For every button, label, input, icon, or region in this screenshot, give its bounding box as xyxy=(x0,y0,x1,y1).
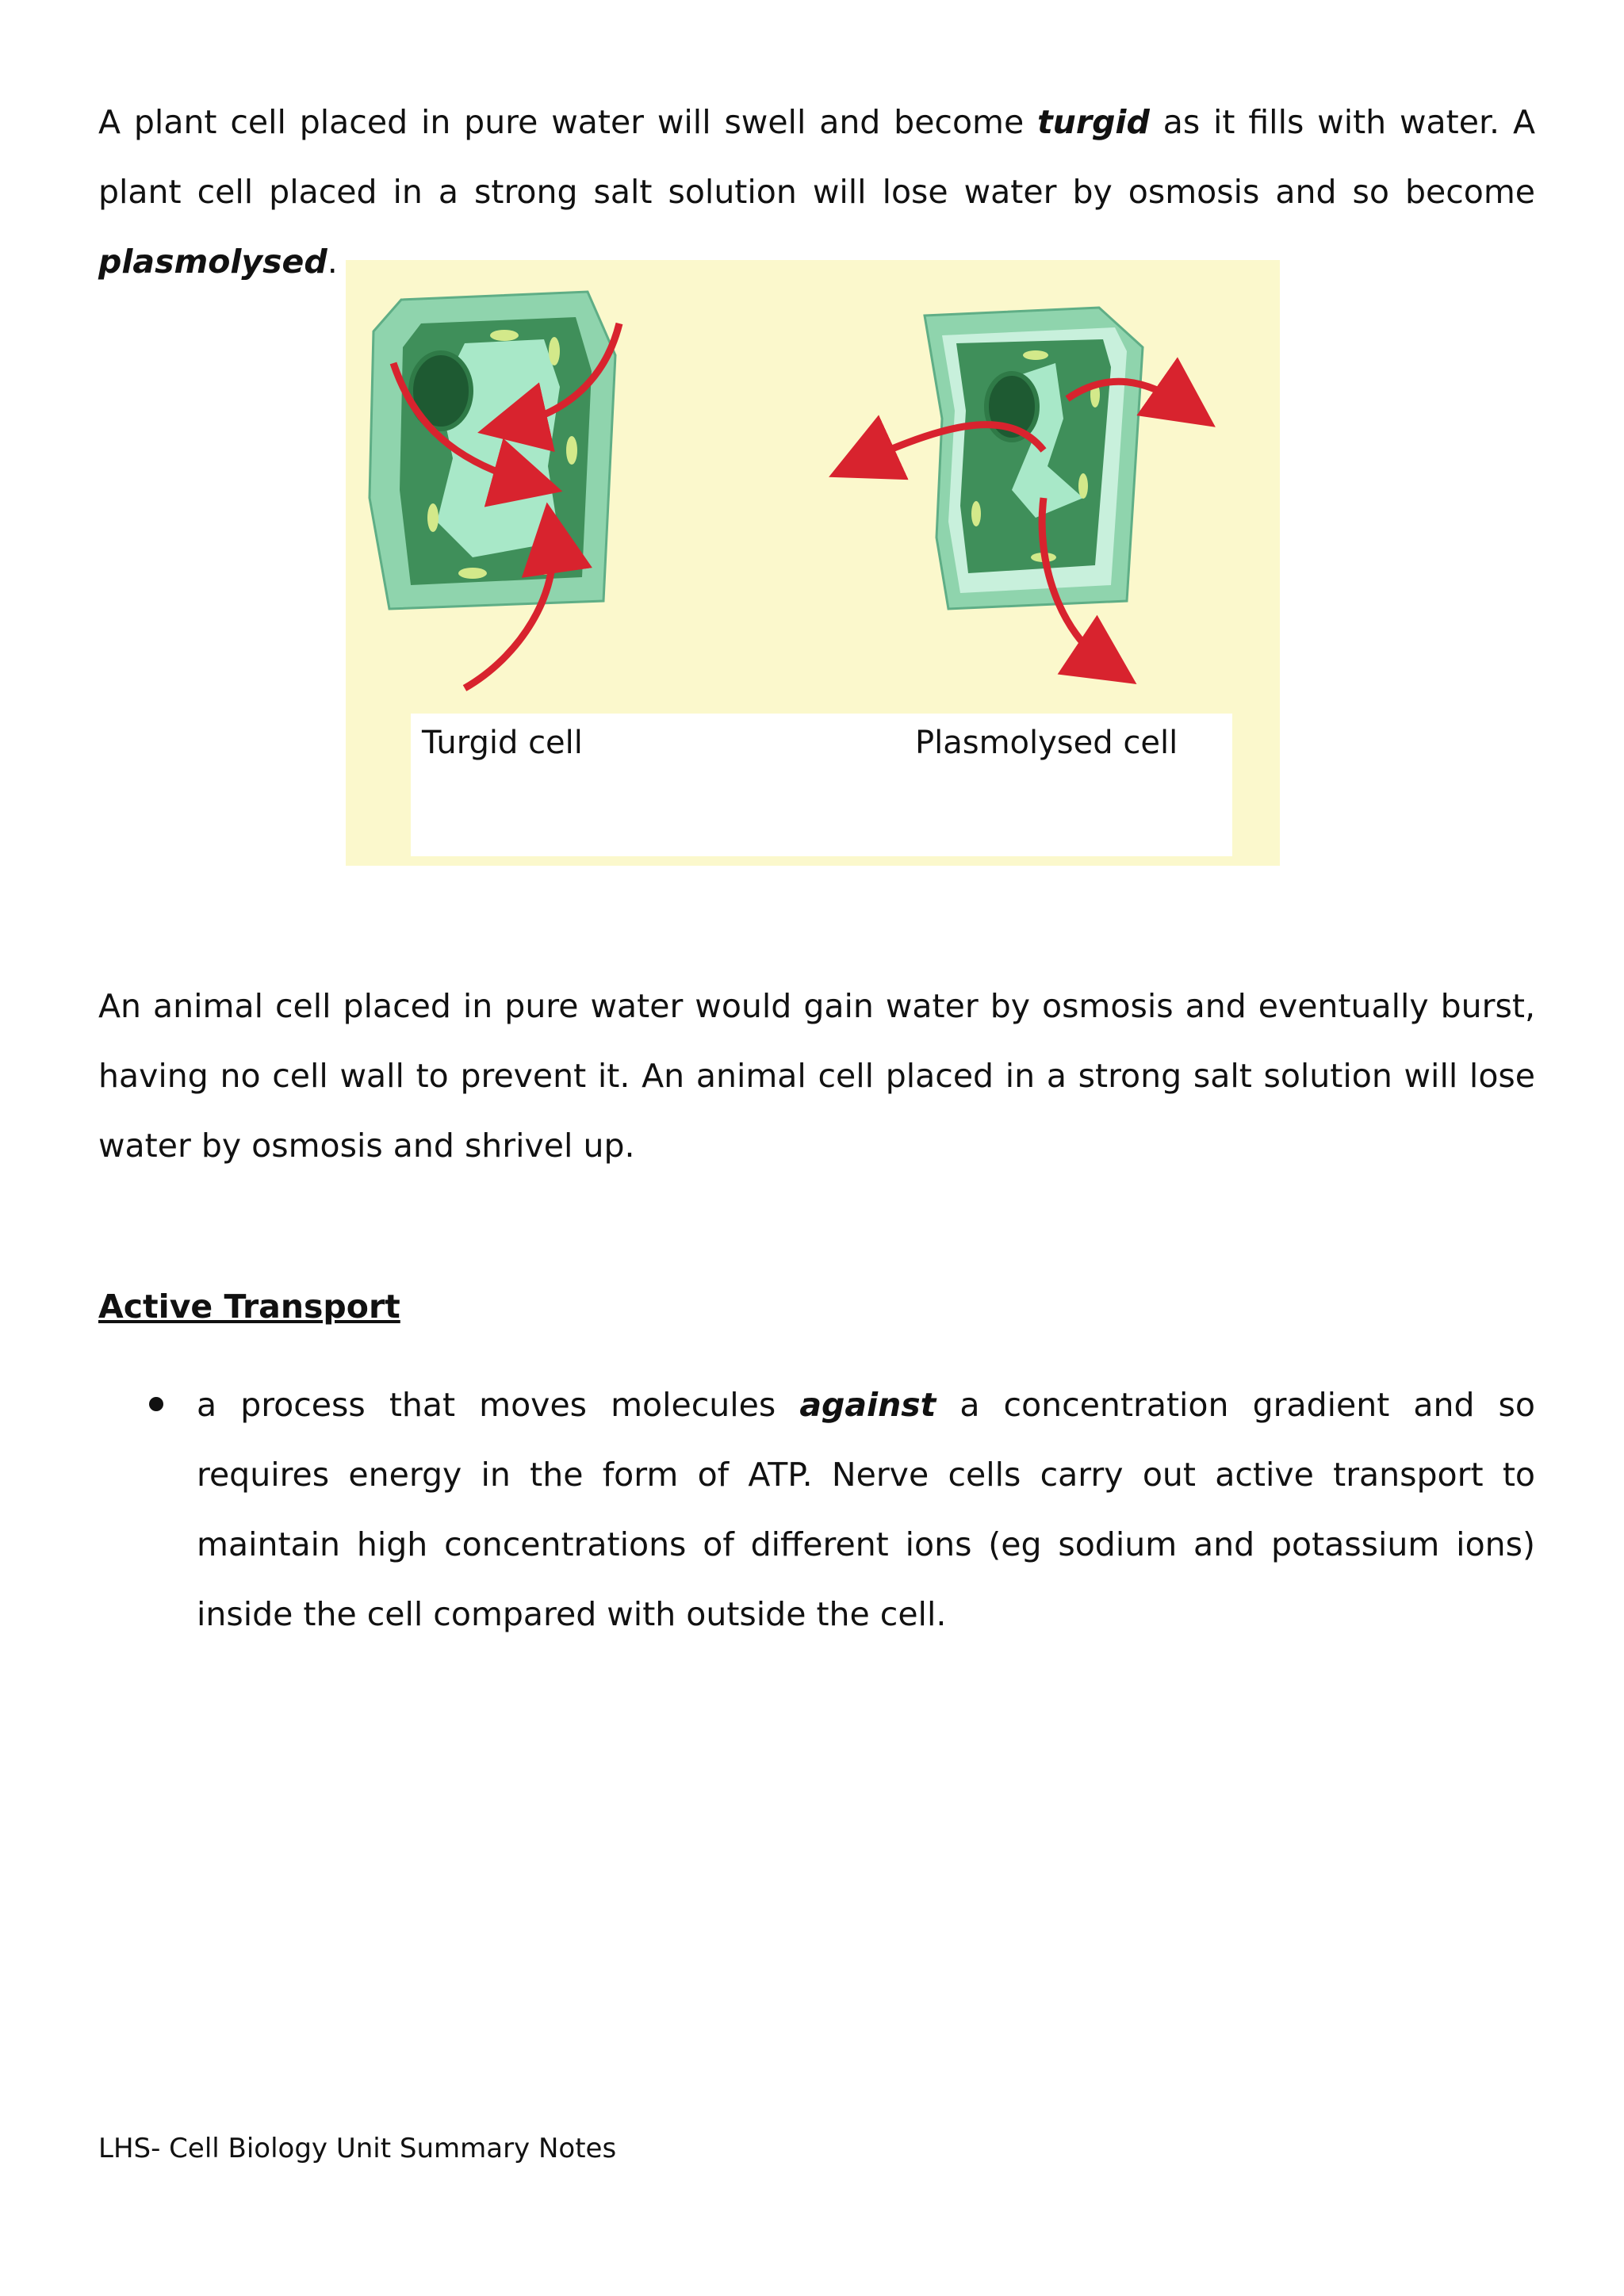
chloroplast xyxy=(1023,350,1048,360)
plasmolysed-cell-caption: Plasmolysed cell xyxy=(915,725,1178,761)
text-run: A plant cell placed in pure water will swell and become xyxy=(98,103,1038,141)
caption-panel xyxy=(411,714,1232,856)
chloroplast xyxy=(427,503,439,532)
turgid-cell-caption: Turgid cell xyxy=(422,725,583,761)
turgid-cell-drawing xyxy=(370,292,619,688)
chloroplast xyxy=(566,436,577,465)
plant-cell-osmosis-figure xyxy=(346,260,1280,866)
chloroplast xyxy=(1078,473,1088,499)
plasmolysed-cell-drawing xyxy=(861,308,1186,664)
bullet-icon xyxy=(149,1397,163,1411)
chloroplast xyxy=(549,337,560,365)
term-against: against xyxy=(799,1386,936,1424)
text-run: as it fills with water. A plant cell placed in a strong salt solution will lose water by osmosis and so become xyxy=(98,103,1535,211)
term-turgid: turgid xyxy=(1037,103,1150,141)
chloroplast xyxy=(458,568,487,579)
text-run: . xyxy=(327,243,338,281)
list-item xyxy=(98,1370,1535,1649)
page-footer: LHS- Cell Biology Unit Summary Notes xyxy=(98,2133,617,2164)
chloroplast xyxy=(490,330,519,341)
animal-cell-paragraph: An animal cell placed in pure water would gain water by osmosis and eventually burst, having no cell wall to prevent it. An animal cell placed in a strong salt solution will lose water by osmosis and shrivel up. xyxy=(98,987,1535,1165)
active-transport-heading: Active Transport xyxy=(98,1288,400,1326)
text-run: a process that moves molecules xyxy=(197,1386,800,1424)
text-run: a concentration gradient and so requires energy in the form of ATP. Nerve cells carry out active transport to maintain high concentrations of different ions (eg sodium and potassium ions) inside the cell compared with outside the cell. xyxy=(197,1386,1535,1633)
active-transport-list xyxy=(98,1370,1535,1649)
term-plasmolysed: plasmolysed xyxy=(98,243,327,281)
chloroplast xyxy=(971,501,981,526)
